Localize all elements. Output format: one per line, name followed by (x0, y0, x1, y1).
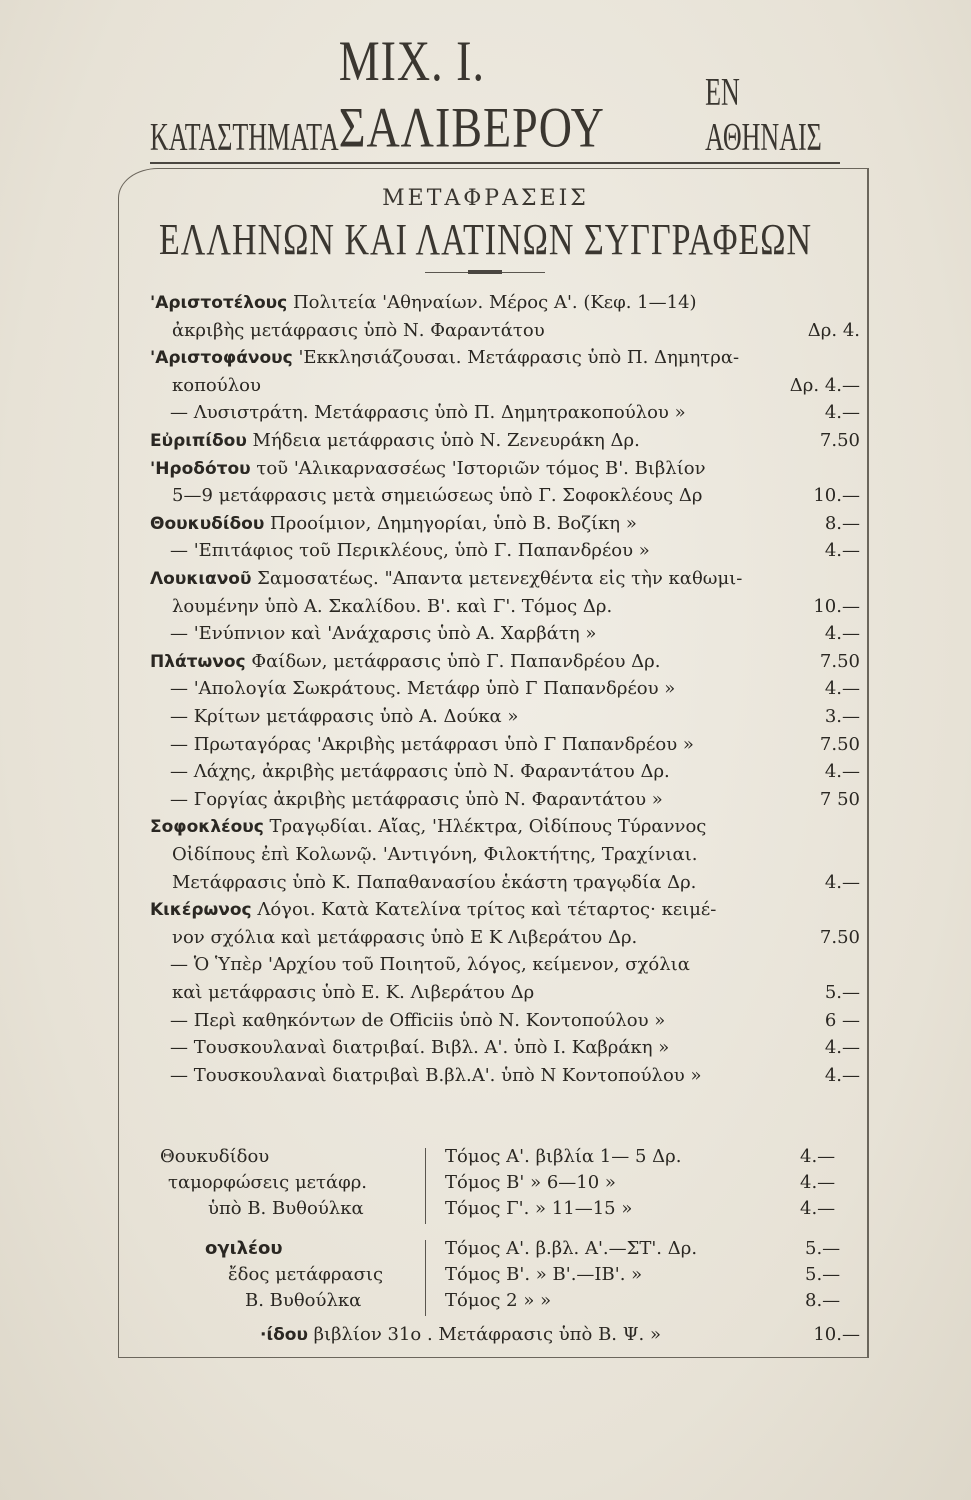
catalog-line (150, 596, 860, 622)
vol2-price-2: 5.— (805, 1264, 841, 1285)
entry-price: 4.— (824, 1064, 860, 1086)
author-name: 'Αριστοφάνους (150, 348, 293, 369)
thuc-left-2: ταμορφώσεις μετάφρ. (168, 1172, 368, 1193)
author-name: Θουκυδίδου (150, 513, 265, 534)
entry-text: καὶ μετάφρασις ὑπὸ Ε. Κ. Λιβεράτου Δρ (172, 982, 535, 1003)
entry-text: — 'Ενύπνιον καὶ 'Ανάχαρσις ὑπὸ Α. Χαρβάτη » (170, 623, 597, 645)
entry-text: — 'Απολογία Σωκράτους. Μετάφρ ὑπὸ Γ Παπανδρέου » (170, 678, 676, 700)
title-authors-text: ΕΛΛΗΝΩΝ ΚΑΙ ΛΑΤΙΝΩΝ ΣΥΓΓΡΑΦΕΩΝ (158, 216, 813, 265)
entry-text: — Λυσιστράτη. Μετάφρασις ὑπὸ Π. Δημητρακοπούλου » (170, 402, 686, 424)
entry-price: Δρ. 4. (807, 319, 860, 341)
brace-1 (425, 1148, 434, 1224)
entry-text: Οἰδίπους ἐπὶ Κολωνῷ. 'Αντιγόνη, Φιλοκτήτης, Τραχίνιαι. (172, 844, 698, 865)
catalog-line (150, 375, 860, 401)
author-name: 'Ηροδότου (150, 458, 251, 479)
entry-price: 8.— (824, 512, 860, 534)
entry-text: Τραγῳδίαι. Αἴας, 'Ηλέκτρα, Οἰδίπους Τύραννος (263, 816, 707, 838)
entry-price: Δρ. 4.— (789, 374, 860, 396)
entry-text: 'Εκκλησιάζουσαι. Μετάφρασις ὑπὸ Π. Δημητρα- (292, 347, 740, 369)
entry-price: 7.50 (819, 926, 860, 948)
thuc-vol-2: Τόμος Β' » 6—10 » (445, 1172, 616, 1193)
vol2-vol-1: Τόμος Α'. β.βλ. Α'.—ΣΤ'. Δρ. (445, 1238, 698, 1259)
brace-2 (425, 1240, 434, 1316)
entry-price: 4.— (824, 678, 860, 700)
entry-text: — Κρίτων μετάφρασις ὑπὸ Α. Δούκα » (170, 706, 519, 727)
catalog-line (150, 982, 860, 1008)
catalog-line (150, 734, 860, 760)
catalog-line (150, 458, 860, 484)
store-header (150, 28, 840, 160)
entry-text: κοπούλου (172, 374, 261, 396)
entry-text: — Τουσκουλαναὶ διατριβαί. Βιβλ. Α'. ὑπὸ Ι. Καβράκη » (170, 1037, 670, 1059)
catalog-line (150, 927, 860, 953)
catalog-line (150, 816, 860, 842)
title-translations: ΜΕΤΑΦΡΑΣΕΙΣ (382, 186, 589, 211)
catalog-line (150, 651, 860, 677)
author-name: 'Αριστοτέλους (150, 293, 288, 313)
entry-text: λουμένην ὑπὸ Α. Σκαλίδου. Β'. καὶ Γ'. Τόμος Δρ. (172, 595, 613, 617)
entry-text: ἀκριβὴς μετάφρασις ὑπὸ Ν. Φαραντάτου (172, 319, 545, 341)
entry-text: — Γοργίας ἀκριβὴς μετάφρασις ὑπὸ Ν. Φαραντάτου » (170, 788, 663, 810)
entry-text: — 'Επιτάφιος τοῦ Περικλέους, ὑπὸ Γ. Παπανδρέου » (170, 540, 650, 562)
last-text: βιβλίον 31ο . Μετάφρασις ὑπὸ Β. Ψ. » (307, 1324, 661, 1345)
vol2-vol-2: Τόμος Β'. » Β'.—ΙΒ'. » (445, 1264, 643, 1285)
header-right: ΕΝ ΑΘΗΝΑΙΣ (705, 70, 822, 159)
entry-text: — Ὁ Ὑπὲρ 'Αρχίου τοῦ Ποιητοῦ, λόγος, κείμενον, σχόλια (170, 954, 690, 976)
author-name: Εὐριπίδου (150, 431, 247, 451)
entry-price: 10.— (813, 485, 860, 507)
entry-price: 4.— (824, 1037, 860, 1059)
thuc-left-1: Θουκυδίδου (160, 1146, 270, 1167)
catalog-line (150, 292, 860, 318)
entry-price: 7 50 (819, 788, 860, 810)
entry-text: νον σχόλια καὶ μετάφρασις ὑπὸ Ε Κ Λιβεράτου Δρ. (172, 926, 638, 948)
catalog-line (150, 761, 860, 787)
header-left: ΚΑΤΑΣΤΗΜΑΤΑ (150, 115, 339, 159)
catalog-line (150, 1037, 860, 1063)
catalog-line (150, 954, 860, 980)
vol2-price-3: 8.— (805, 1290, 841, 1311)
catalog-line (150, 402, 860, 428)
entry-text: Μετάφρασις ὑπὸ Κ. Παπαθανασίου ἑκάστη τραγῳδία Δρ. (172, 871, 697, 893)
entry-text: — Τουσκουλαναὶ διατριβαὶ Β.βλ.Α'. ὑπὸ Ν Κοντοπούλου » (170, 1064, 702, 1086)
catalog-line (150, 789, 860, 815)
thuc-price-2: 4.— (800, 1172, 836, 1193)
last-price: 10.— (813, 1324, 860, 1345)
header-main: ΜΙΧ. Ι. ΣΑΛΙΒΕΡΟΥ (338, 28, 605, 159)
catalog-line (150, 623, 860, 649)
thuc-price-1: 4.— (800, 1146, 836, 1167)
last-author: ·ίδου (260, 1325, 308, 1345)
catalog-line (150, 485, 860, 511)
entry-text: τοῦ 'Αλικαρνασσέως 'Ιστοριῶν τόμος Β'. Βιβλίον (250, 457, 706, 479)
thuc-left-3: ὑπὸ Β. Βυθούλκα (208, 1198, 364, 1219)
thuc-vol-3: Τόμος Γ'. » 11—15 » (445, 1198, 633, 1219)
author-name: Κικέρωνος (150, 900, 252, 921)
title-authors (0, 216, 971, 265)
entry-text: Λόγοι. Κατὰ Κατελίνα τρίτος καὶ τέταρτος· κειμέ- (251, 899, 717, 921)
entry-price: 4.— (824, 540, 860, 562)
entry-price: 5.— (824, 982, 860, 1003)
entry-text: Προοίμιον, Δημηγορίαι, ὑπὸ Β. Βοζίκη » (264, 512, 637, 534)
catalog-line (150, 899, 860, 925)
catalog-line (150, 430, 860, 456)
entry-price: 7.50 (819, 733, 860, 755)
last-entry (260, 1324, 860, 1350)
entry-price: 7.50 (819, 650, 860, 672)
catalog-line (150, 540, 860, 566)
entry-price: 6 — (824, 1009, 860, 1031)
vol2-price-1: 5.— (805, 1238, 841, 1259)
entry-text: — Περὶ καθηκόντων de Officiis ὑπὸ Ν. Κοντοπούλου » (170, 1009, 666, 1031)
entry-text: Σαμοσατέως. "Απαντα μετενεχθέντα εἰς τὴν καθωμι- (251, 568, 743, 589)
entry-text: Πολιτεία 'Αθηναίων. Μέρος Α'. (Κεφ. 1—14) (287, 292, 697, 313)
entry-text: Φαίδων, μετάφρασις ὑπὸ Γ. Παπανδρέου Δρ. (245, 650, 661, 672)
author-name: Πλάτωνος (150, 651, 246, 672)
catalog-line (150, 513, 860, 539)
entry-price: 4.— (824, 871, 860, 893)
catalog-line (150, 872, 860, 898)
entry-text: — Πρωταγόρας 'Ακριβὴς μετάφρασι ὑπὸ Γ Παπανδρέου » (170, 733, 694, 755)
vol2-left-1: ογιλέου (205, 1238, 283, 1259)
catalog-line (150, 678, 860, 704)
entry-price: 4.— (824, 623, 860, 645)
entry-text: — Λάχης, ἀκριβὴς μετάφρασις ὑπὸ Ν. Φαραντάτου Δρ. (170, 761, 670, 783)
thuc-vol-1: Τόμος Α'. βιβλία 1— 5 Δρ. (445, 1146, 682, 1167)
catalog-line (150, 1010, 860, 1036)
header-rule (150, 162, 840, 164)
entry-price: 4.— (824, 402, 860, 424)
entry-text: Μήδεια μετάφρασις ὑπὸ Ν. Ζενευράκη Δρ. (246, 430, 640, 451)
title-rule-ornament (468, 270, 502, 274)
catalog-line (150, 320, 860, 346)
entry-price: 3.— (824, 706, 860, 727)
catalog-line (150, 1065, 860, 1091)
vol2-left-3: Β. Βυθούλκα (245, 1290, 362, 1311)
thuc-price-3: 4.— (800, 1198, 836, 1219)
vol2-left-2: ἔδος μετάφρασις (228, 1264, 384, 1285)
author-name: Λουκιανοῦ (150, 569, 252, 589)
catalog-line (150, 347, 860, 373)
catalog-line (150, 844, 860, 870)
catalog-line (150, 568, 860, 594)
author-name: Σοφοκλέους (150, 817, 264, 838)
entry-price: 7.50 (819, 430, 860, 451)
catalog-line (150, 706, 860, 732)
entry-price: 10.— (813, 595, 860, 617)
entry-price: 4.— (824, 761, 860, 783)
vol2-vol-3: Τόμος 2 » » (445, 1290, 552, 1311)
entry-text: 5—9 μετάφρασις μετὰ σημειώσεως ὑπὸ Γ. Σοφοκλέους Δρ (172, 485, 703, 507)
